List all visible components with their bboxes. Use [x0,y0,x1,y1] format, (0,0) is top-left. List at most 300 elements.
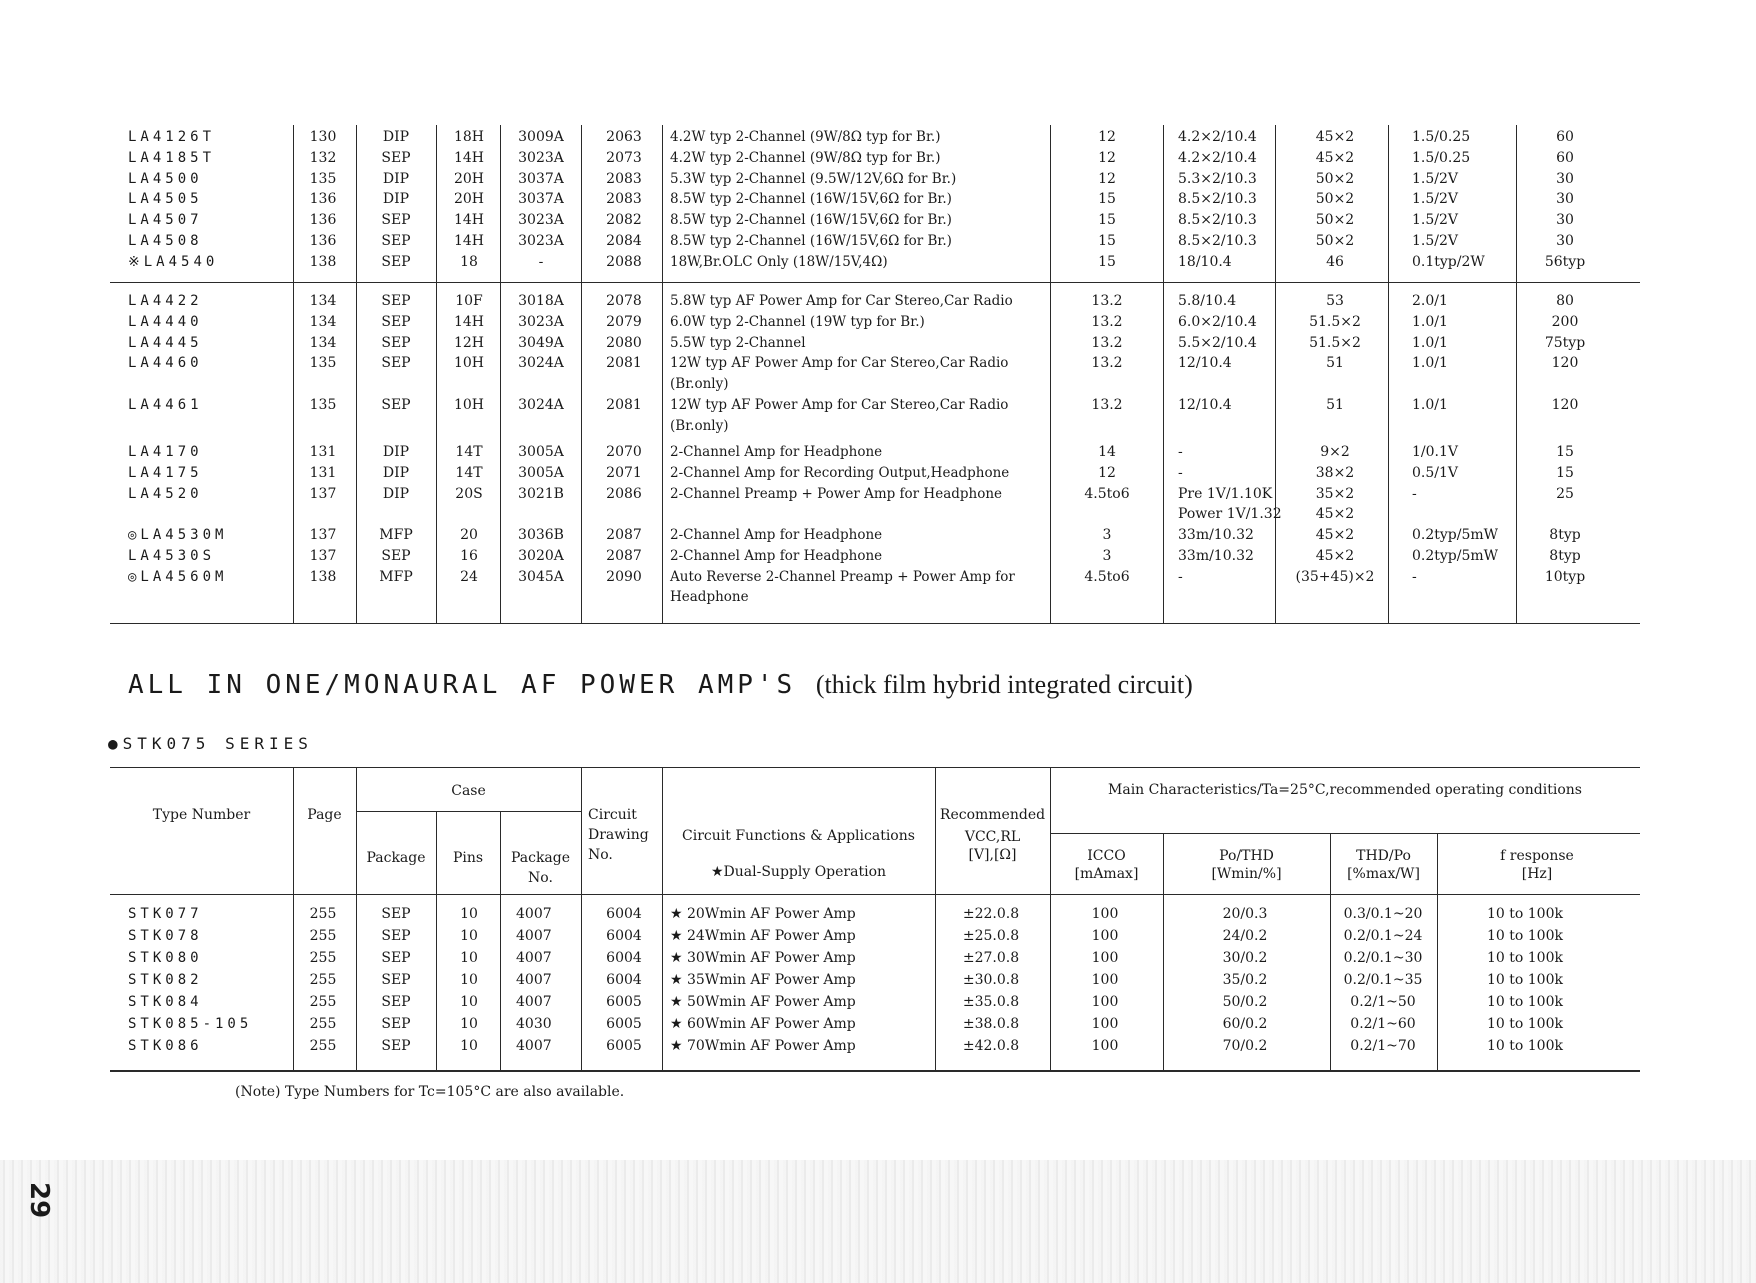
cell-package: SEP [381,928,411,944]
cell-po-thd: 5.3×2/10.3 [1178,170,1257,187]
cell-page: 137 [309,548,337,564]
cell-thd-po: 0.2/0.1~35 [1343,972,1423,988]
cell-thd-po: 0.2typ/5mW [1412,548,1499,564]
cell-pins: 10H [453,355,485,372]
table-row [0,252,1756,272]
cell-thd-po: 1.5/2V [1412,212,1458,229]
cell-po-thd: 12/10.4 [1178,355,1232,372]
cell-pins: 24 [460,568,478,585]
cell-function: ★ 70Wmin AF Power Amp [670,1038,856,1054]
cell-drawing: 6004 [606,950,642,966]
cell-function: 8.5W typ 2-Channel (16W/15V,6Ω for Br.) [670,191,952,208]
cell-function: 2-Channel Amp for Headphone [670,527,883,544]
cell-drawing: 2088 [606,253,642,270]
table-row [0,353,1756,392]
cell-icc: 50×2 [1315,212,1355,229]
cell-package: DIP [382,129,410,145]
upper-table-bottom-rule [110,623,1640,624]
cell-pins: 18H [453,129,485,145]
cell-thd-po: 1.0/1 [1412,334,1448,351]
section-subtitle: (thick film hybrid integrated circuit) [815,670,1193,699]
cell-drawing: 2078 [606,293,642,309]
header-recommended: Recommended [939,807,1046,823]
cell-f: 200 [1551,313,1579,330]
cell-icc: 9×2 [1320,444,1350,460]
cell-po-thd: 5.5×2/10.4 [1178,334,1257,351]
cell-pins: 16 [460,548,478,564]
cell-page: 132 [309,149,337,166]
table-row [0,925,1756,947]
header-icco: ICCO [1087,848,1126,864]
cell-package: SEP [381,906,411,922]
cell-po-thd: 6.0×2/10.4 [1178,313,1257,330]
cell-type: ◎LA4560M [128,568,228,585]
stk-bottom-rule [110,1070,1640,1072]
cell-thd-po: 2.0/1 [1412,293,1448,309]
cell-page: 134 [309,313,337,330]
cell-icc: 100 [1091,928,1119,944]
cell-page: 255 [309,928,337,944]
cell-icc: 100 [1091,972,1119,988]
cell-function: 8.5W typ 2-Channel (16W/15V,6Ω for Br.) [670,233,952,249]
cell-page: 255 [309,950,337,966]
cell-thd-po: 0.2typ/5mW [1412,527,1499,544]
table-row [0,504,1756,524]
cell-type: STK084 [128,994,203,1010]
cell-thd-po: 1.5/2V [1412,170,1458,187]
table-row [0,210,1756,230]
cell-icc: 45×2 [1315,129,1355,145]
header-units: [V],[Ω] [968,847,1017,863]
cell-drawing: 2079 [606,313,642,330]
cell-vcc: 13.2 [1091,293,1123,309]
cell-icc: 53 [1326,293,1344,309]
cell-po-thd: Pre 1V/1.10K [1178,485,1273,502]
cell-type: LA4460 [128,355,203,372]
cell-type: LA4500 [128,170,203,187]
header-po-thd: Po/THD [1219,848,1274,864]
cell-package: DIP [382,444,410,460]
table-row [0,463,1756,483]
cell-thd-po: - [1412,568,1417,585]
cell-icc: 45×2 [1315,506,1355,523]
cell-type: LA4520 [128,485,203,502]
cell-page: 130 [309,129,337,145]
cell-pkg-no: - [538,253,544,270]
cell-function: ★ 60Wmin AF Power Amp [670,1016,856,1032]
cell-icc: 46 [1326,253,1344,270]
cell-function: 12W typ AF Power Amp for Car Stereo,Car Radio (Br.only) [670,397,1009,434]
cell-pkg-no: 4007 [516,1038,552,1054]
cell-pkg-no: 4007 [516,972,552,988]
cell-po-thd: 18/10.4 [1178,253,1232,270]
cell-pkg-no: 3020A [518,548,564,564]
cell-icc: 100 [1091,1038,1119,1054]
header-page: Page [307,807,342,823]
cell-f: 10 to 100k [1487,950,1563,966]
cell-po-thd: 8.5×2/10.3 [1178,233,1257,249]
cell-po-thd: 5.8/10.4 [1178,293,1237,309]
cell-package: MFP [379,568,413,585]
cell-package: DIP [382,191,410,208]
cell-f: 120 [1551,355,1579,372]
cell-drawing: 6004 [606,928,642,944]
cell-pkg-no: 3045A [518,568,564,585]
cell-type: LA4126T [128,129,216,145]
header-icco-unit: [mAmax] [1074,866,1139,882]
cell-package: SEP [381,548,411,564]
cell-type: STK082 [128,972,203,988]
cell-pins: 20 [460,527,478,544]
cell-thd-po: 1.5/2V [1412,191,1458,208]
cell-function: 4.2W typ 2-Channel (9W/8Ω typ for Br.) [670,129,941,145]
cell-function: 2-Channel Preamp + Power Amp for Headphone [670,485,1003,502]
cell-pkg-no: 4030 [516,1016,552,1032]
cell-vcc: 3 [1102,527,1112,544]
cell-function: 2-Channel Amp for Recording Output,Headphone [670,464,1010,481]
cell-package: SEP [381,1016,411,1032]
cell-pkg-no: 4007 [516,928,552,944]
cell-po-thd: 50/0.2 [1222,994,1268,1010]
cell-drawing: 2082 [606,212,642,229]
cell-type: ※LA4540 [128,253,219,270]
cell-page: 135 [309,397,337,414]
cell-po-thd: - [1178,464,1183,481]
cell-pkg-no: 4007 [516,994,552,1010]
table-row [0,991,1756,1013]
table-row [0,291,1756,311]
header-main-char: Main Characteristics/Ta=25°C,recommended operating conditions [1108,782,1582,798]
cell-drawing: 6005 [606,994,642,1010]
case-subrule [356,811,581,812]
cell-drawing: 6004 [606,906,642,922]
cell-pkg-no: 3023A [518,212,564,229]
cell-pkg-no: 3036B [518,527,564,544]
cell-po-thd: 4.2×2/10.4 [1178,129,1257,145]
table-row [0,148,1756,168]
cell-package: SEP [381,950,411,966]
cell-type: STK086 [128,1038,203,1054]
header-thd-po-unit: [%max/W] [1347,866,1420,882]
cell-type: LA4422 [128,293,203,309]
cell-pins: 10 [460,906,478,922]
cell-pins: 10 [460,1016,478,1032]
header-case: Case [451,783,486,799]
cell-function: 2-Channel Amp for Headphone [670,444,883,460]
cell-function: ★ 50Wmin AF Power Amp [670,994,856,1010]
cell-drawing: 2063 [606,129,642,145]
cell-page: 135 [309,355,337,372]
cell-drawing: 2086 [606,485,642,502]
cell-pins: 12H [453,334,485,351]
cell-thd-po: 0.2/1~70 [1350,1038,1416,1054]
cell-vcc: 4.5to6 [1084,485,1130,502]
table-row [0,231,1756,251]
cell-vcc: 14 [1098,444,1116,460]
cell-vcc: 3 [1102,548,1112,564]
cell-type: ◎LA4530M [128,527,228,544]
cell-type: LA4445 [128,334,203,351]
header-package-no: Package No. [510,850,571,886]
cell-pkg-no: 3009A [518,129,564,145]
cell-drawing: 2070 [606,444,642,460]
cell-vcc: 13.2 [1091,355,1123,372]
header-package: Package [366,850,426,866]
cell-function: 2-Channel Amp for Headphone [670,548,883,564]
cell-f: 25 [1556,485,1574,502]
cell-page: 136 [309,233,337,249]
cell-function: ★ 35Wmin AF Power Amp [670,972,856,988]
cell-function: 6.0W typ 2-Channel (19W typ for Br.) [670,313,925,330]
header-thd-po: THD/Po [1356,848,1411,864]
cell-drawing: 2087 [606,548,642,564]
header-top-rule [110,767,1640,768]
cell-icc: 100 [1091,994,1119,1010]
cell-po-thd: 33m/10.32 [1178,527,1254,544]
table-row [0,189,1756,209]
cell-page: 136 [309,212,337,229]
cell-pkg-no: 3023A [518,149,564,166]
table-row [0,969,1756,991]
cell-pins: 10F [455,293,483,309]
cell-icc: 100 [1091,906,1119,922]
cell-package: SEP [381,233,411,249]
cell-icc: 50×2 [1315,191,1355,208]
cell-pkg-no: 3023A [518,233,564,249]
cell-thd-po: 0.2/1~50 [1350,994,1416,1010]
header-dual-supply: ★Dual-Supply Operation [710,864,887,880]
cell-type: LA4185T [128,149,216,166]
cell-package: DIP [382,170,410,187]
cell-drawing: 2073 [606,149,642,166]
cell-po-thd: 30/0.2 [1222,950,1268,966]
cell-icc: 38×2 [1315,464,1355,481]
cell-page: 255 [309,906,337,922]
cell-thd-po: 0.5/1V [1412,464,1458,481]
cell-f: 8typ [1549,548,1581,564]
cell-drawing: 2090 [606,568,642,585]
cell-type: LA4507 [128,212,203,229]
cell-f: 56typ [1544,253,1586,270]
cell-thd-po: 1.5/0.25 [1412,149,1471,166]
cell-pkg-no: 3018A [518,293,564,309]
cell-po-thd: - [1178,444,1183,460]
cell-thd-po: 1.0/1 [1412,397,1448,414]
cell-function: ★ 30Wmin AF Power Amp [670,950,856,966]
cell-f: 30 [1556,191,1574,208]
scan-artifact-band [0,1160,1756,1283]
cell-thd-po: - [1412,485,1417,502]
cell-type: LA4505 [128,191,203,208]
cell-vcc: ±22.0.8 [962,906,1020,922]
cell-package: DIP [382,485,410,502]
cell-po-thd: 35/0.2 [1222,972,1268,988]
cell-page: 138 [309,568,337,585]
cell-page: 255 [309,994,337,1010]
cell-vcc: ±27.0.8 [962,950,1020,966]
cell-drawing: 2083 [606,191,642,208]
cell-f: 30 [1556,212,1574,229]
header-circuit-drawing: Circuit Drawing No. [588,807,649,863]
cell-package: DIP [382,464,410,481]
cell-pins: 10 [460,994,478,1010]
cell-icc: 45×2 [1315,548,1355,564]
cell-drawing: 2081 [606,355,642,372]
cell-vcc: 12 [1098,149,1116,166]
cell-drawing: 2083 [606,170,642,187]
cell-pins: 10 [460,950,478,966]
cell-f: 15 [1556,444,1574,460]
footnote: (Note) Type Numbers for Tc=105°C are also available. [235,1084,625,1100]
cell-thd-po: 0.2/0.1~24 [1343,928,1423,944]
cell-type: STK077 [128,906,203,922]
cell-page: 138 [309,253,337,270]
cell-pins: 20H [453,170,485,187]
cell-page: 255 [309,972,337,988]
cell-pkg-no: 3049A [518,334,564,351]
cell-vcc: ±30.0.8 [962,972,1020,988]
cell-po-thd: 12/10.4 [1178,397,1232,414]
cell-pins: 10 [460,928,478,944]
cell-icc: (35+45)×2 [1295,568,1375,585]
table-row [0,903,1756,925]
cell-f: 30 [1556,170,1574,187]
table-row [0,395,1756,434]
cell-f: 10 to 100k [1487,994,1563,1010]
cell-icc: 50×2 [1315,233,1355,249]
cell-package: SEP [381,293,411,309]
cell-page: 255 [309,1016,337,1032]
table-row [0,1035,1756,1057]
cell-icc: 100 [1091,950,1119,966]
table-row [0,127,1756,147]
cell-f: 30 [1556,233,1574,249]
cell-package: SEP [381,334,411,351]
cell-function: ★ 24Wmin AF Power Amp [670,928,856,944]
table-row [0,1013,1756,1035]
cell-type: LA4508 [128,233,203,249]
cell-pins: 10H [453,397,485,414]
page-number: 29 [24,1182,54,1219]
cell-thd-po: 0.1typ/2W [1412,253,1485,270]
cell-function: 4.2W typ 2-Channel (9W/8Ω typ for Br.) [670,149,941,166]
cell-package: SEP [381,149,411,166]
series-label: ●STK075 SERIES [108,734,313,753]
cell-type: LA4170 [128,444,203,460]
cell-package: SEP [381,253,411,270]
cell-vcc: 15 [1098,191,1116,208]
cell-po-thd: 24/0.2 [1222,928,1268,944]
cell-function: Auto Reverse 2-Channel Preamp + Power Amp for Headphone [670,568,1015,606]
cell-package: SEP [381,355,411,372]
cell-page: 131 [309,444,337,460]
cell-po-thd: Power 1V/1.32 [1178,506,1282,523]
cell-f: 75typ [1544,334,1586,351]
cell-vcc: ±42.0.8 [962,1038,1020,1054]
cell-pkg-no: 3023A [518,313,564,330]
cell-drawing: 6005 [606,1016,642,1032]
header-f-unit: [Hz] [1521,866,1553,882]
cell-page: 134 [309,334,337,351]
cell-package: SEP [381,1038,411,1054]
cell-icc: 100 [1091,1016,1119,1032]
cell-f: 60 [1556,149,1574,166]
table-row [0,442,1756,462]
cell-f: 10 to 100k [1487,1038,1563,1054]
table-row [0,546,1756,566]
cell-package: SEP [381,212,411,229]
cell-function: 12W typ AF Power Amp for Car Stereo,Car Radio (Br.only) [670,355,1009,392]
cell-po-thd: 70/0.2 [1222,1038,1268,1054]
header-functions: Circuit Functions & Applications [682,828,915,844]
cell-vcc: ±38.0.8 [962,1016,1020,1032]
cell-pkg-no: 3005A [518,464,564,481]
cell-pkg-no: 4007 [516,950,552,966]
cell-po-thd: 33m/10.32 [1178,548,1254,564]
header-type-number: Type Number [152,807,251,823]
header-pins: Pins [452,850,484,866]
cell-pins: 10 [460,1038,478,1054]
cell-pins: 14T [455,444,483,460]
table-row [0,947,1756,969]
cell-drawing: 2080 [606,334,642,351]
cell-pins: 10 [460,972,478,988]
cell-pins: 20H [453,191,485,208]
cell-function: ★ 20Wmin AF Power Amp [670,906,856,922]
cell-pins: 20S [455,485,483,502]
cell-page: 136 [309,191,337,208]
cell-po-thd: 8.5×2/10.3 [1178,212,1257,229]
cell-icc: 51 [1326,397,1344,414]
table-row [0,525,1756,545]
section-title: ALL IN ONE/MONAURAL AF POWER AMP'S (thick film hybrid integrated circuit) [128,670,1193,700]
cell-drawing: 2071 [606,464,642,481]
cell-pkg-no: 4007 [516,906,552,922]
cell-vcc: 12 [1098,129,1116,145]
cell-f: 10typ [1544,568,1586,585]
cell-package: SEP [381,972,411,988]
cell-page: 255 [309,1038,337,1054]
cell-pkg-no: 3037A [518,170,564,187]
cell-drawing: 2081 [606,397,642,414]
cell-po-thd: 4.2×2/10.4 [1178,149,1257,166]
cell-type: LA4461 [128,397,203,414]
cell-drawing: 2087 [606,527,642,544]
cell-f: 60 [1556,129,1574,145]
cell-vcc: 12 [1098,170,1116,187]
cell-type: STK085-105 [128,1016,253,1032]
cell-po-thd: - [1178,568,1183,585]
cell-thd-po: 1.5/2V [1412,233,1458,249]
cell-type: STK078 [128,928,203,944]
cell-package: SEP [381,397,411,414]
cell-f: 10 to 100k [1487,972,1563,988]
cell-pins: 14H [453,212,485,229]
cell-pins: 14H [453,313,485,330]
cell-vcc: 4.5to6 [1084,568,1130,585]
cell-f: 8typ [1549,527,1581,544]
cell-function: 18W,Br.OLC Only (18W/15V,4Ω) [670,253,888,270]
cell-pkg-no: 3024A [518,355,564,372]
cell-pins: 18 [460,253,478,270]
header-f-response: f response [1500,848,1574,864]
cell-icc: 50×2 [1315,170,1355,187]
cell-page: 137 [309,527,337,544]
group-divider-1 [110,282,1640,283]
cell-f: 10 to 100k [1487,1016,1563,1032]
cell-vcc: ±25.0.8 [962,928,1020,944]
main-char-subrule [1050,833,1640,834]
